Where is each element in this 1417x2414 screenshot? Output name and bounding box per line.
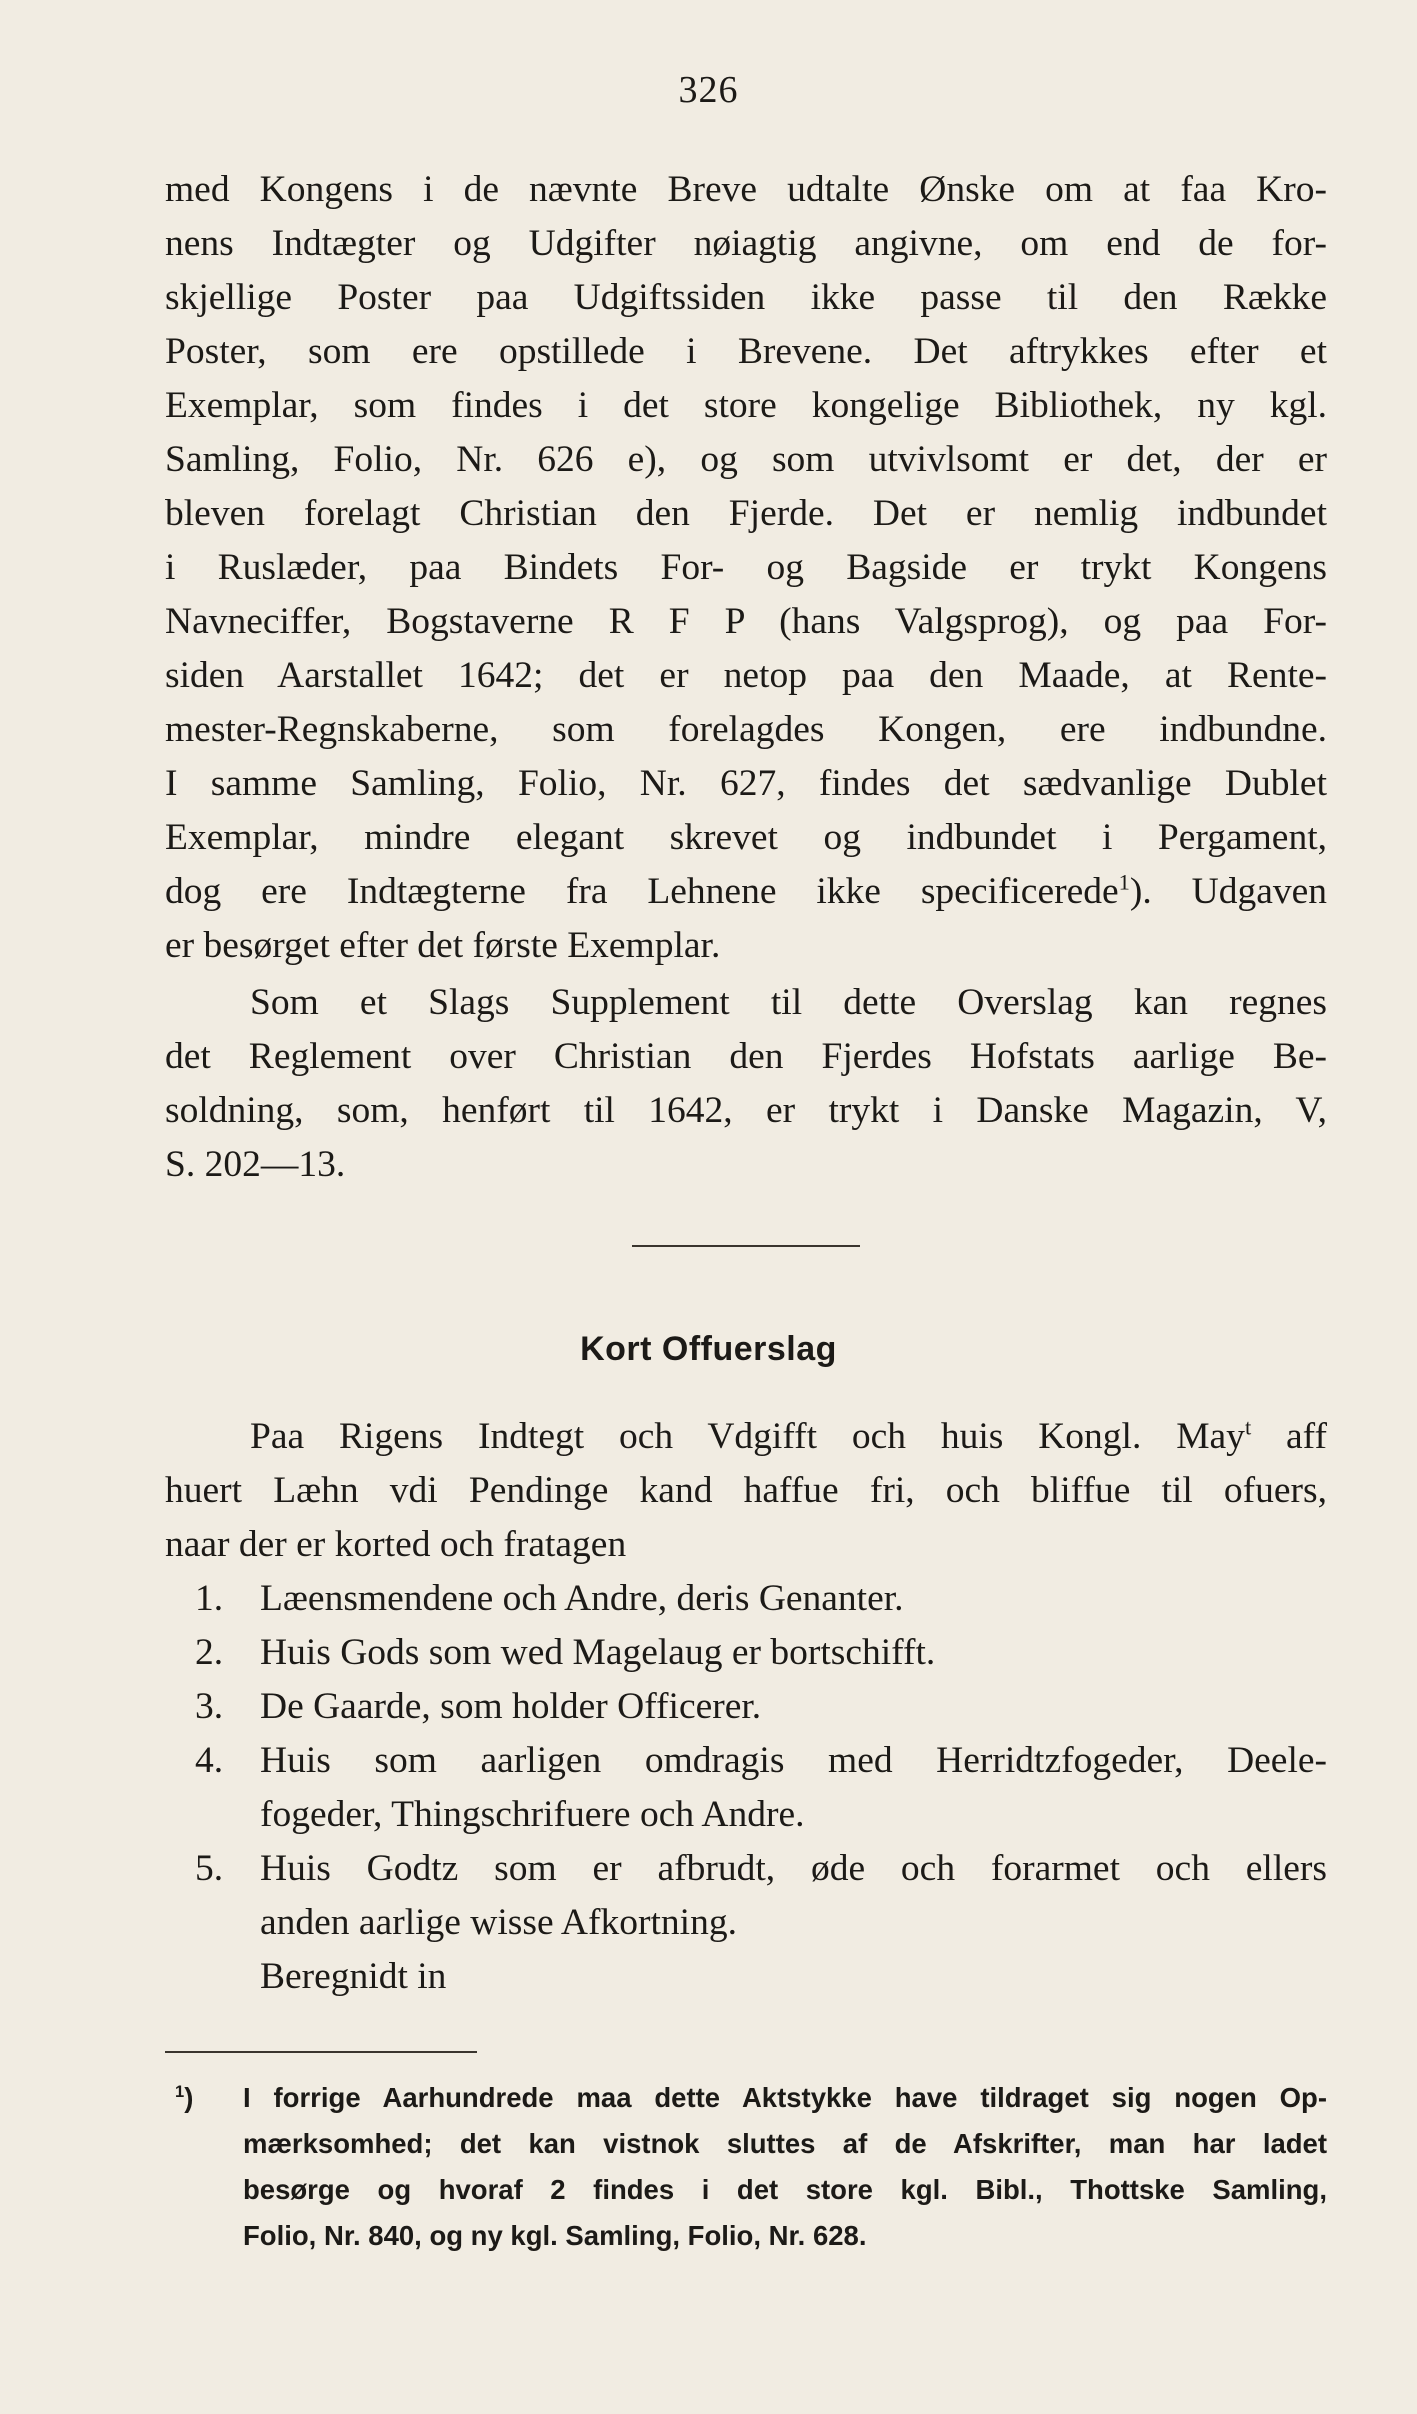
paragraph-line: bleven forelagt Christian den Fjerde. Det er nemlig indbundet [165, 493, 1327, 534]
list-item-number: 3. [195, 1686, 224, 1727]
list-item [165, 1842, 1327, 1950]
paragraph-line: Poster, som ere opstillede i Brevene. Det aftrykkes efter et [165, 331, 1327, 372]
footnote-marker-number: 1 [175, 2082, 185, 2101]
paragraph-line: Navneciffer, Bogstaverne R F P (hans Valgsprog), og paa For- [165, 601, 1327, 642]
paragraph-line: huert Læhn vdi Pendinge kand haffue fri, och bliffue til ofuers, [165, 1470, 1327, 1511]
line-text: aff [1251, 1416, 1327, 1457]
paragraph-line: mester-Regnskaberne, som forelagdes Kongen, ere indbundne. [165, 709, 1327, 750]
paragraph-line: Exemplar, som findes i det store kongelige Bibliothek, ny kgl. [165, 385, 1327, 426]
footnote-marker-paren: ) [184, 2082, 194, 2113]
list-item-text [260, 1734, 1327, 1842]
line-text: ). Udgaven [1129, 871, 1327, 912]
paragraph-line: Som et Slags Supplement til dette Overslag kan regnes [250, 982, 1327, 1023]
paragraph-line: S. 202—13. [165, 1144, 346, 1185]
paragraph-line: med Kongens i de nævnte Breve udtalte Ønske om at faa Kro- [165, 169, 1327, 210]
intro-paragraph [165, 1410, 1327, 1572]
numbered-list [165, 1572, 1327, 2004]
list-item-line: Læensmendene och Andre, deris Genanter. [260, 1578, 904, 1619]
list-item-line: Huis Godtz som er afbrudt, øde och forarmet och ellers [260, 1848, 1327, 1889]
list-item-number: 2. [195, 1632, 224, 1673]
paragraph-line: naar der er korted och fratagen [165, 1524, 627, 1565]
paragraph-line: soldning, som, henført til 1642, er trykt i Danske Magazin, V, [165, 1090, 1327, 1131]
footnote-line [175, 2075, 1327, 2121]
footnote-divider [165, 2051, 477, 2053]
paragraph-1 [165, 163, 1327, 973]
line-text: dog ere Indtægterne fra Lehnene ikke specificerede [165, 871, 1119, 912]
footnote-marker [175, 2075, 243, 2121]
paragraph-line: skjellige Poster paa Udgiftssiden ikke passe til den Række [165, 277, 1327, 318]
abbreviation-superscript: t [1244, 1414, 1252, 1440]
page-number: 326 [678, 69, 739, 111]
list-item-line: fogeder, Thingschrifuere och Andre. [260, 1794, 805, 1835]
paragraph-line: Samling, Folio, Nr. 626 e), og som utvivlsomt er det, der er [165, 439, 1327, 480]
section-divider [632, 1245, 860, 1247]
paragraph-line: siden Aarstallet 1642; det er netop paa den Maade, at Rente- [165, 655, 1327, 696]
list-item-line: De Gaarde, som holder Officerer. [260, 1686, 762, 1727]
list-item-number: 5. [195, 1848, 224, 1889]
list-item-text [260, 1572, 1327, 1626]
line-text: Paa Rigens Indtegt och Vdgifft och huis Kongl. May [250, 1416, 1245, 1457]
section-heading: Kort Offuerslag [580, 1330, 837, 1368]
footnote [175, 2075, 1327, 2259]
footnote-line: besørge og hvoraf 2 findes i det store kgl. Bibl., Thottske Samling, [243, 2174, 1327, 2205]
paragraph-line: Exemplar, mindre elegant skrevet og indbundet i Pergament, [165, 817, 1327, 858]
footnote-line: mærksomhed; det kan vistnok sluttes af de Afskrifter, man har ladet [243, 2128, 1327, 2159]
footnote-reference[interactable]: 1 [1118, 869, 1130, 895]
closing-line: Beregnidt in [260, 1956, 447, 1997]
list-item [165, 1734, 1327, 1842]
paragraph-line: er besørget efter det første Exemplar. [165, 925, 721, 966]
list-item-text [260, 1842, 1327, 1950]
footnote-text: I forrige Aarhundrede maa dette Aktstykke have tildraget sig nogen Op- [243, 2082, 1327, 2113]
list-item-line: Huis Gods som wed Magelaug er bortschifft. [260, 1632, 936, 1673]
list-item [165, 1680, 1327, 1734]
paragraph-line: nens Indtægter og Udgifter nøiagtig angivne, om end de for- [165, 223, 1327, 264]
list-item-text [260, 1680, 1327, 1734]
paragraph-line [165, 1410, 1327, 1464]
list-item-number: 1. [195, 1578, 224, 1619]
footnote-line: Folio, Nr. 840, og ny kgl. Samling, Folio, Nr. 628. [243, 2220, 867, 2251]
list-item-number: 4. [195, 1740, 224, 1781]
list-item [165, 1572, 1327, 1626]
paragraph-line-with-footnote-ref [165, 865, 1327, 919]
paragraph-line: det Reglement over Christian den Fjerdes Hofstats aarlige Be- [165, 1036, 1327, 1077]
paragraph-2 [165, 976, 1327, 1192]
list-item [165, 1626, 1327, 1680]
list-item-text [260, 1626, 1327, 1680]
list-item-line: anden aarlige wisse Afkortning. [260, 1902, 737, 1943]
list-item-line: Huis som aarligen omdragis med Herridtzfogeder, Deele- [260, 1740, 1327, 1781]
paragraph-line: i Ruslæder, paa Bindets For- og Bagside er trykt Kongens [165, 547, 1327, 588]
paragraph-line: I samme Samling, Folio, Nr. 627, findes det sædvanlige Dublet [165, 763, 1327, 804]
